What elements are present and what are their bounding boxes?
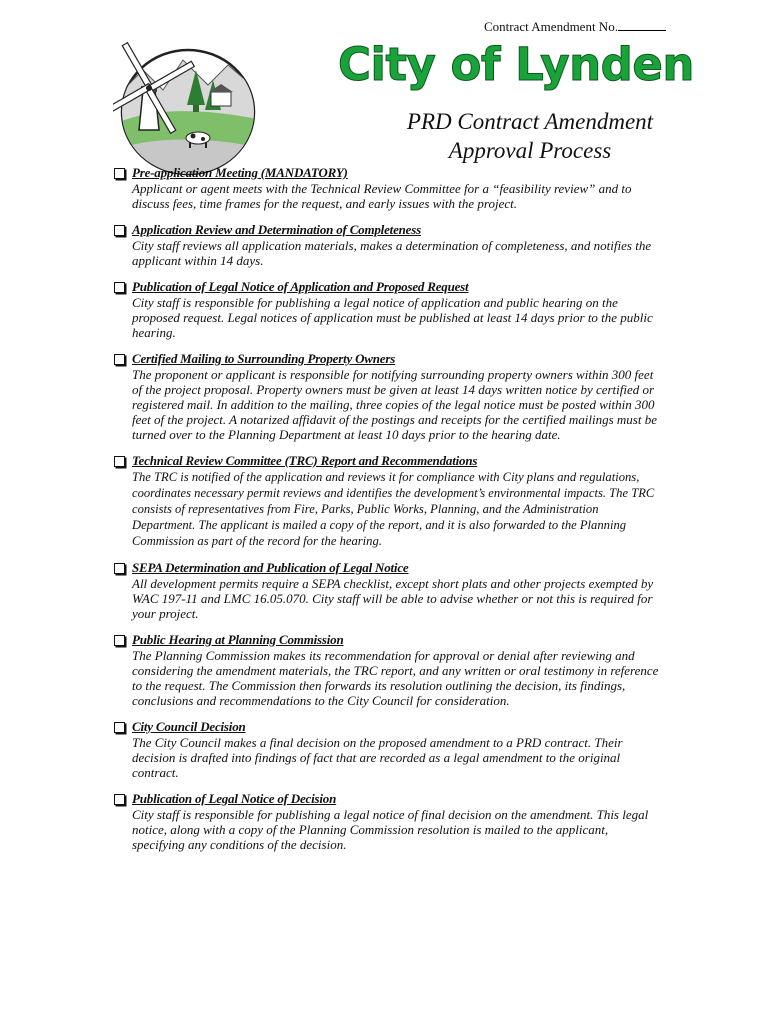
step-title: Application Review and Determination of Completeness — [132, 222, 421, 237]
step-description: The TRC is notified of the application and reviews it for compliance with City plans and regulations, coordinates necessary permit reviews and identifies the development’s environmental impacts. The TRC consists of representatives from Fire, Parks, Public Works, Planning, and the Administration Department. The applicant is mailed a copy of the report, and it is also forwarded to the Planning Commission as part of the record for the hearing. — [132, 470, 655, 548]
checkbox-icon — [114, 722, 125, 733]
checkbox-icon — [114, 456, 125, 467]
step-city-council-decision — [112, 719, 662, 780]
step-certified-mailing — [112, 351, 662, 442]
step-description: City staff is responsible for publishing a legal notice of final decision on the amendment. This legal notice, along with a copy of the Planning Commission resolution is mailed to the applicant, specifying any conditions of the decision. — [132, 807, 649, 852]
step-application-review — [112, 222, 662, 268]
step-title: Public Hearing at Planning Commission — [132, 632, 344, 647]
checkbox-icon — [114, 794, 125, 805]
step-description: City staff is responsible for publishing a legal notice of application and public hearing on the proposed request. Legal notices of application must be published at least 14 days prior to the public hearing. — [132, 295, 653, 340]
document-title-line-1: PRD Contract Amendment — [406, 109, 654, 134]
step-pre-application-meeting — [112, 165, 662, 211]
step-title: Certified Mailing to Surrounding Property Owners — [132, 351, 396, 366]
checkbox-icon — [114, 354, 125, 365]
step-publication-legal-notice-application — [112, 279, 662, 340]
checkbox-icon — [114, 168, 125, 179]
step-description: Applicant or agent meets with the Technical Review Committee for a “feasibility review” and to discuss fees, time frames for the request, and early issues with the project. — [132, 181, 632, 211]
step-publication-legal-notice-decision — [112, 791, 662, 852]
step-public-hearing — [112, 632, 662, 708]
contract-amendment-number — [484, 19, 666, 35]
step-description: The Planning Commission makes its recommendation for approval or denial after reviewing and considering the amendment materials, the TRC report, and any written or oral testimony in reference to the request. The Commission then forwards its resolution outlining the decision, its findings, conclusions and recommendations to the City Council for consideration. — [132, 648, 659, 708]
checkbox-icon — [114, 282, 125, 293]
approval-process-steps — [112, 165, 662, 852]
step-trc-report — [112, 453, 662, 549]
step-title: Pre-application Meeting (MANDATORY) — [132, 165, 348, 180]
checkbox-icon — [114, 635, 125, 646]
step-description: All development permits require a SEPA checklist, except short plats and other projects exempted by WAC 197-11 and LMC 16.05.070. City staff will be able to advise whether or not this is required for your project. — [132, 576, 654, 621]
step-description: The proponent or applicant is responsible for notifying surrounding property owners within 300 feet of the project proposal. Property owners must be given at least 14 days written notice by certified or registered mail. In addition to the mailing, three copies of the legal notice must be posted within 300 feet of the project. A notarized affidavit of the postings and receipts for the certified mailings must be turned over to the Planning Department at least 10 days prior to the hearing date. — [132, 367, 657, 442]
document-title-line-2: Approval Process — [448, 138, 612, 163]
step-title: SEPA Determination and Publication of Legal Notice — [132, 560, 409, 575]
step-description: The City Council makes a final decision on the proposed amendment to a PRD contract. Their decision is drafted into findings of fact that are recorded as a legal amendment to the original contract. — [132, 735, 623, 780]
city-seal-windmill-logo — [113, 30, 263, 180]
step-sepa-determination — [112, 560, 662, 621]
step-title: Publication of Legal Notice of Application and Proposed Request — [132, 279, 469, 294]
checkbox-icon — [114, 563, 125, 574]
checkbox-icon — [114, 225, 125, 236]
step-title: Technical Review Committee (TRC) Report and Recommendations — [132, 453, 478, 468]
step-title: City Council Decision — [132, 719, 246, 734]
contract-amendment-label: Contract Amendment No. — [484, 19, 618, 34]
step-description: City staff reviews all application materials, makes a determination of completeness, and notifies the applicant within 14 days. — [132, 238, 652, 268]
step-title: Publication of Legal Notice of Decision — [132, 791, 337, 806]
city-name-heading: City of Lynden — [338, 38, 694, 91]
amendment-number-blank — [618, 19, 666, 31]
document-title — [380, 107, 680, 165]
